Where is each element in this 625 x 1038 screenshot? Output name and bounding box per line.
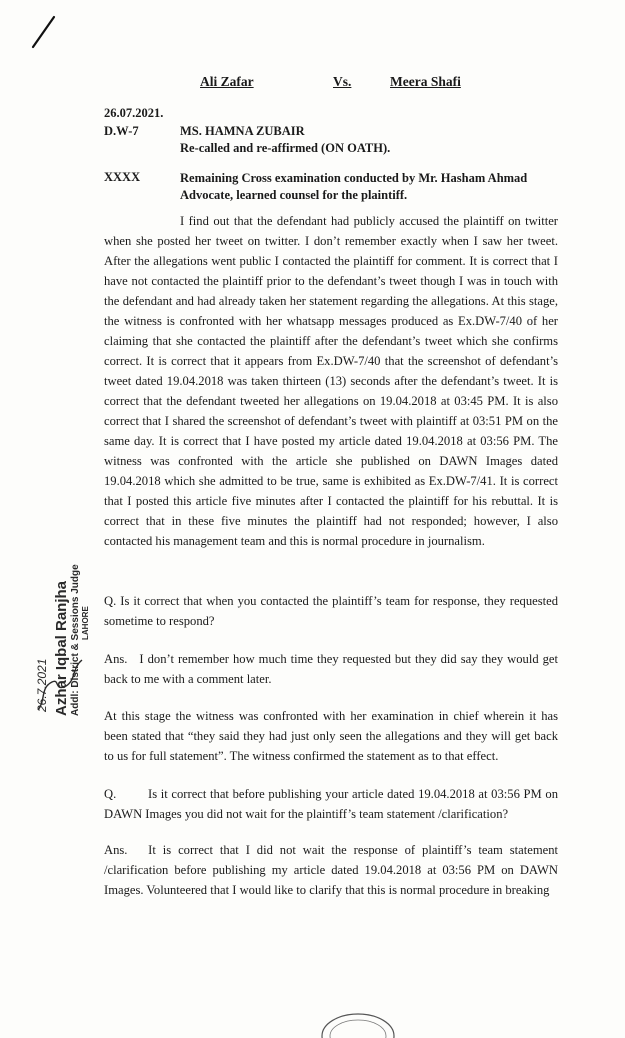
cross-marker: XXXX [104,170,141,184]
cross-exam-heading: Remaining Cross examination conducted by Mr. Hasham Ahmad Advocate, learned counsel for the plaintiff. [180,171,528,202]
recall-note: Re-called and re-affirmed (ON OATH). [180,141,391,155]
plaintiff-name: Ali Zafar [200,74,254,89]
answer-2 [104,840,558,900]
main-paragraph: I find out that the defendant had publicly accused the plaintiff on twitter when she posted her tweet on twitter. I don’t remember exactly when I saw her tweet. After the allegations went public I contacted the plaintiff for comment. It is correct that I have not contacted the plaintiff prior to the defendant’s tweet though I was in touch with the defendant and had already taken her statement regarding the allegations. At this stage, the witness is confronted with her whatsapp messages produced as Ex.DW-7/40 of her claiming that she contacted the plaintiff after the defendant’s tweet which she confirms correct. It is correct that it appears from Ex.DW-7/40 that the screenshot of defendant’s tweet dated 19.04.2018 was taken thirteen (13) seconds after the defendant’s tweet. It is correct that the defendant tweeted her allegations on 19.04.2018 at 03:45 PM. It is also correct that I shared the screenshot of defendant’s tweet with plaintiff at 03:51 PM on the same day. It is correct that I have posted my article dated 19.04.2018 at 03:56 PM. The witness was confronted with the article she published on DAWN Images dated 19.04.2018 which she admitted to be true, same is exhibited as Ex.DW-7/41. It is correct that I posted this article five minutes after I contacted the plaintiff for his rebuttal. It is correct that in these five minutes the plaintiff had not responded; however, I also contacted his management team and this is normal procedure in journalism. [104,214,558,548]
witness-code: D.W-7 [104,124,139,138]
stamp-title: Addl: District & Sessions Judge [70,564,81,716]
stamp-name: Azhar Iqbal Ranjha [53,580,70,716]
answer-1 [104,649,558,689]
answer-1-text: I don’t remember how much time they requested but they did say they would get back to me with a comment later. [104,652,558,686]
answer-2-text: It is correct that I did not wait the response of plaintiff’s team statement /clarification before publishing my article dated 19.04.2018 at 03:56 PM on DAWN Images. Volunteered that I would like to clarify that this is normal procedure in breaking [104,843,559,897]
question-1 [104,591,558,631]
question-1-label: Q. [104,594,117,608]
answer-2-label: Ans. [104,843,128,857]
defendant-name: Meera Shafi [390,74,461,89]
question-1-text: Is it correct that when you contacted the plaintiff’s team for response, they requested sometime to respond? [104,594,559,628]
handwritten-slash-mark [28,14,58,50]
stamp-city: LAHORE [81,606,90,640]
stage-paragraph: At this stage the witness was confronted with her examination in chief wherein it has been stated that “they said they had just only seen the allegations and they will get back to us for full statement”. The witness confirmed the statement as to that effect. [104,709,558,763]
stamp-signed-date: 26.7.2021 [35,658,49,712]
case-caption [0,74,625,94]
question-2-label: Q. [104,787,117,801]
versus-label: Vs. [333,74,352,89]
answer-1-label: Ans. [104,652,128,666]
partial-seal [318,1008,398,1038]
question-2-text: Is it correct that before publishing your article dated 19.04.2018 at 03:56 PM on DAWN Images you did not wait for the plaintiff’s team statement /clarification? [104,787,558,821]
witness-name: MS. HAMNA ZUBAIR [180,124,305,138]
hearing-date: 26.07.2021. [104,106,164,120]
question-2 [104,784,558,824]
judge-stamp [32,560,92,720]
